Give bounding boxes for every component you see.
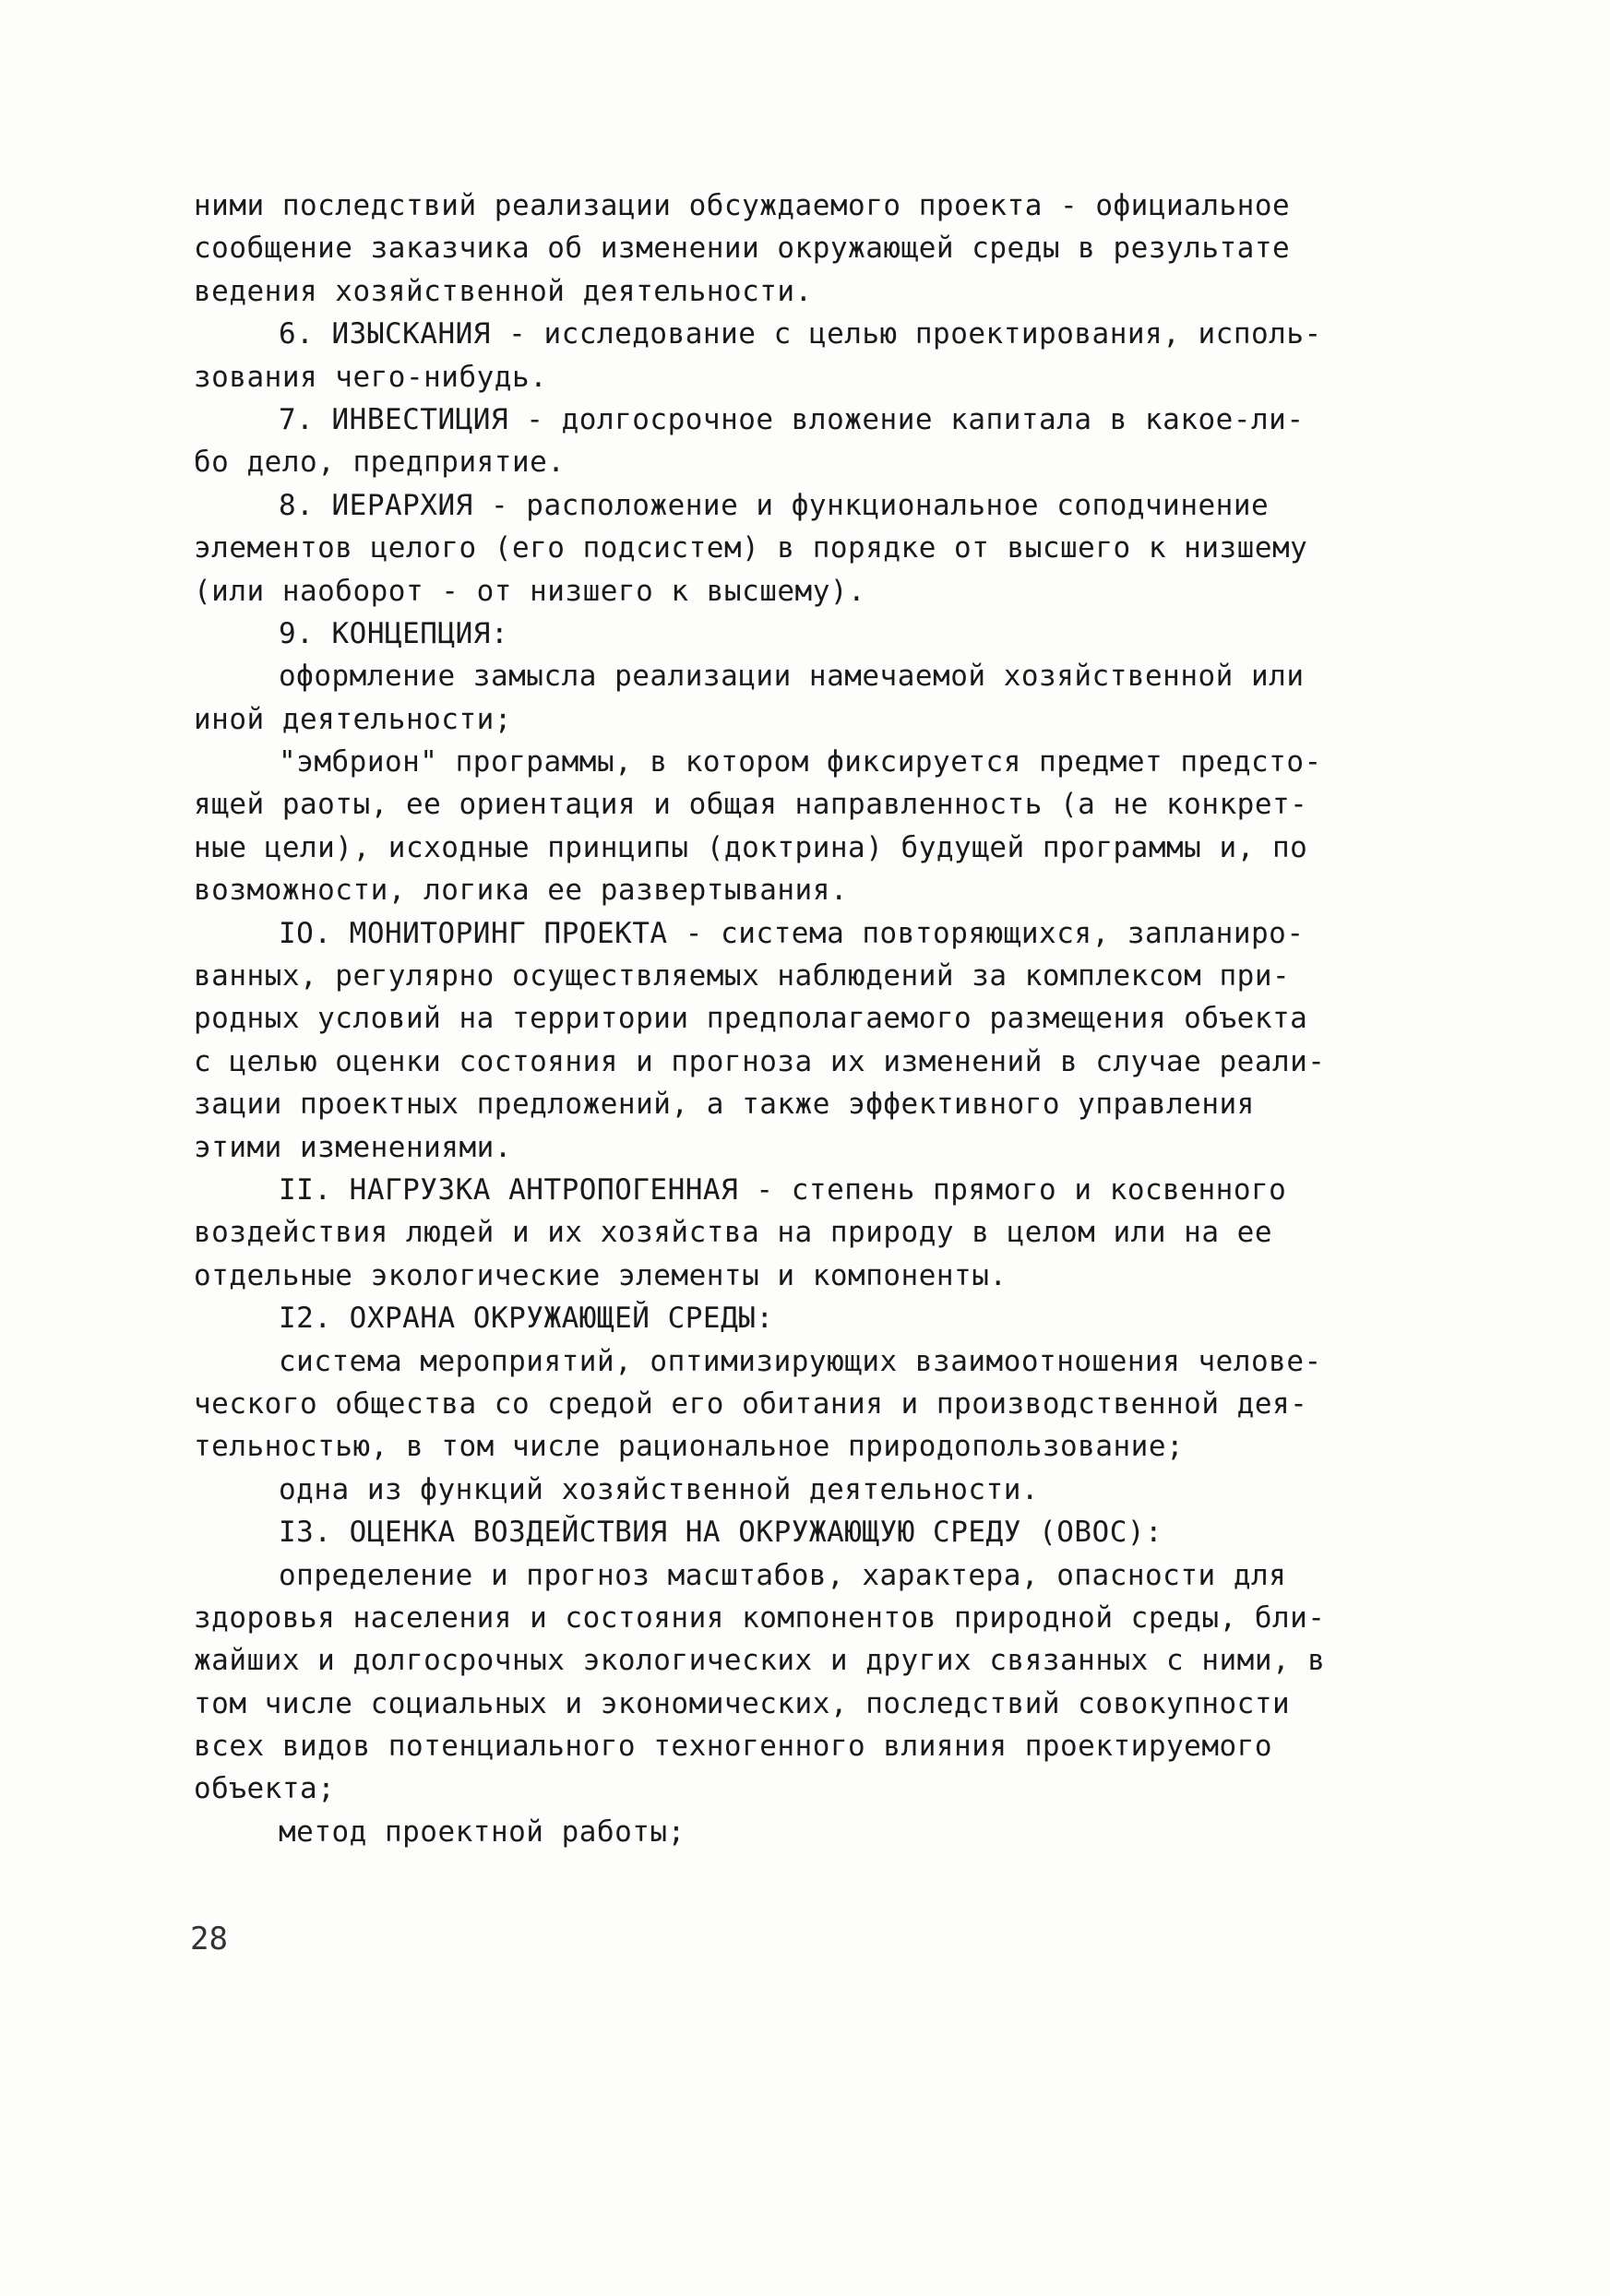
text-line: зования чего-нибудь. xyxy=(194,360,548,394)
text-line: том числе социальных и экономических, последствий совокупности xyxy=(194,1686,1291,1720)
text-line: (или наоборот - от низшего к высшему). xyxy=(194,574,866,608)
text-line: ванных, регулярно осуществляемых наблюдений за комплексом при- xyxy=(194,959,1291,993)
term-9-kontseptsiya: 9. КОНЦЕПЦИЯ: xyxy=(279,616,509,650)
text-line: жайших и долгосрочных экологических и других связанных с ними, в xyxy=(194,1644,1326,1678)
text-line: этими изменениями. xyxy=(194,1130,512,1164)
text-line: бо дело, предприятие. xyxy=(194,446,566,480)
text-line: объекта; xyxy=(194,1772,336,1806)
text-line: воздействия людей и их хозяйства на природу в целом или на ее xyxy=(194,1216,1272,1250)
body-text xyxy=(194,184,1393,1853)
text-line: иной деятельности; xyxy=(194,702,512,736)
text-line: зации проектных предложений, а также эффективного управления xyxy=(194,1088,1255,1122)
text-line: определение и прогноз масштабов, характера, опасности для xyxy=(279,1558,1287,1592)
term-11-nagruzka: II. НАГРУЗКА АНТРОПОГЕННАЯ - степень прямого и косвенного xyxy=(279,1172,1287,1207)
text-line: метод проектной работы; xyxy=(279,1814,686,1849)
text-line: ческого общества со средой его обитания и производственной дея- xyxy=(194,1386,1308,1421)
text-line: всех видов потенциального техногенного влияния проектируемого xyxy=(194,1730,1272,1764)
term-6-izyskaniya: 6. ИЗЫСКАНИЯ - исследование с целью проектирования, исполь- xyxy=(279,317,1322,351)
text-line: отдельные экологические элементы и компоненты. xyxy=(194,1258,1008,1292)
text-line: сообщение заказчика об изменении окружающей среды в результате xyxy=(194,232,1291,266)
text-line: здоровья населения и состояния компонентов природной среды, бли- xyxy=(194,1600,1326,1635)
text-line: ящей раоты, ее ориентация и общая направленность (а не конкрет- xyxy=(194,788,1308,822)
text-line: тельностью, в том числе рациональное природопользование; xyxy=(194,1430,1185,1464)
text-line: с целью оценки состояния и прогноза их изменений в случае реали- xyxy=(194,1044,1326,1078)
term-8-ierarkhiya: 8. ИЕРАРХИЯ - расположение и функциональное соподчинение xyxy=(279,488,1270,522)
text-line: оформление замысла реализации намечаемой хозяйственной или xyxy=(279,660,1305,694)
text-line: элементов целого (его подсистем) в порядке от высшего к низшему xyxy=(194,531,1308,565)
text-line: возможности, логика ее развертывания. xyxy=(194,874,849,908)
text-line: "эмбрион" программы, в котором фиксируется предмет предсто- xyxy=(279,745,1322,779)
term-13-ovos: I3. ОЦЕНКА ВОЗДЕЙСТВИЯ НА ОКРУЖАЮЩУЮ СРЕДУ (ОВОС): xyxy=(279,1516,1163,1550)
text-line: родных условий на территории предполагаемого размещения объекта xyxy=(194,1002,1308,1036)
term-7-investitsiya: 7. ИНВЕСТИЦИЯ - долгосрочное вложение капитала в какое-ли- xyxy=(279,402,1305,436)
text-line: ведения хозяйственной деятельности. xyxy=(194,274,813,308)
term-10-monitoring: IO. МОНИТОРИНГ ПРОЕКТА - система повторяющихся, запланиро- xyxy=(279,916,1305,950)
term-12-okhrana: I2. ОХРАНА ОКРУЖАЮЩЕЙ СРЕДЫ: xyxy=(279,1302,774,1336)
text-line: ные цели), исходные принципы (доктрина) будущей программы и, по xyxy=(194,830,1308,864)
text-line: система мероприятий, оптимизирующих взаимоотношения челове- xyxy=(279,1344,1322,1378)
page-number: 28 xyxy=(190,1921,228,1957)
text-line: одна из функций хозяйственной деятельности. xyxy=(279,1472,1040,1506)
text-line: ними последствий реализации обсуждаемого проекта - официальное xyxy=(194,189,1291,222)
